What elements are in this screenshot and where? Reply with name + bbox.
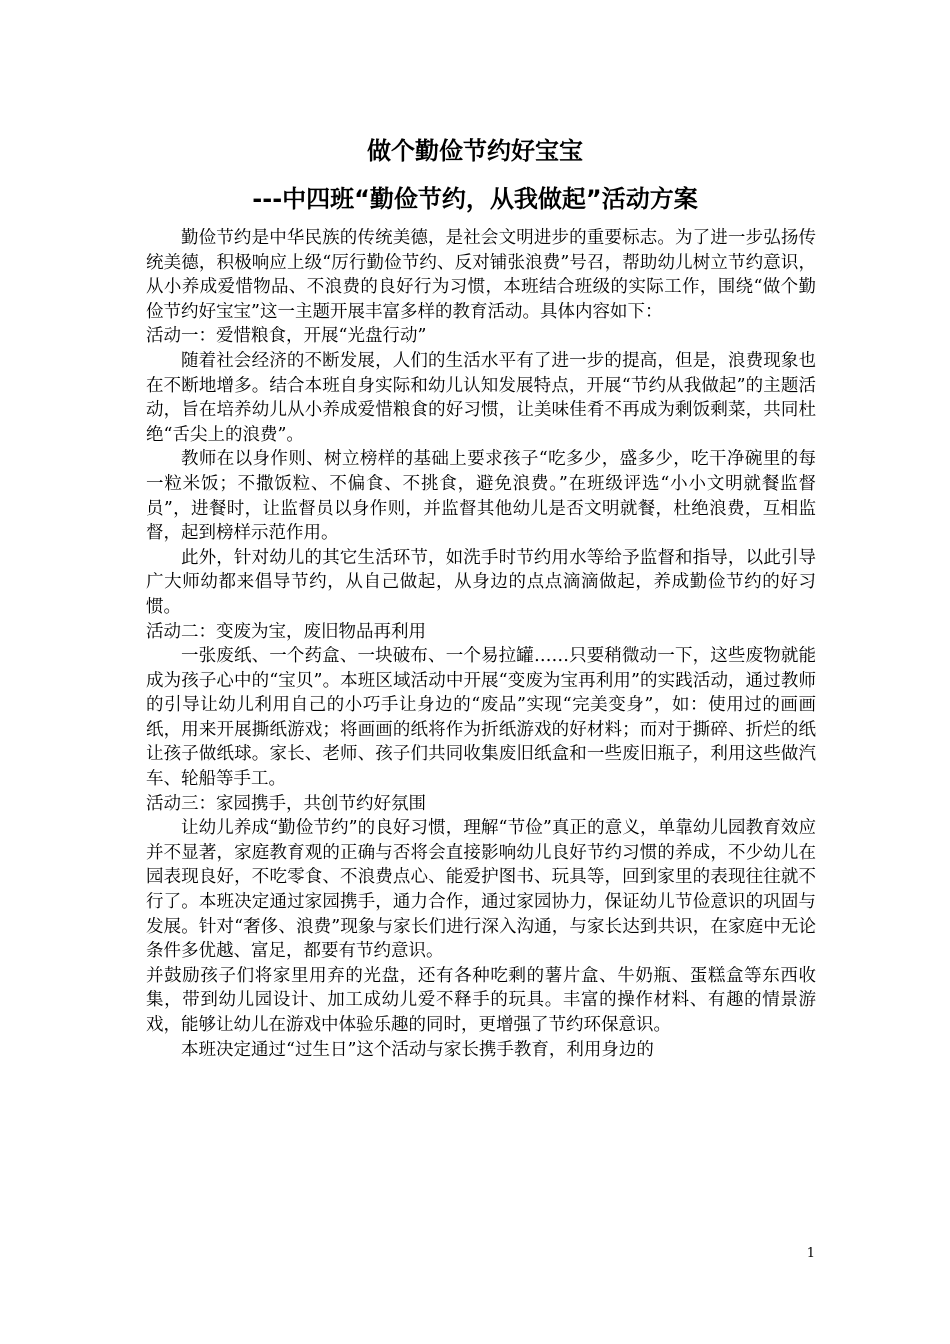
intro-paragraph: 勤俭节约是中华民族的传统美德，是社会文明进步的重要标志。为了进一步弘扬传统美德，积极响应上级“厉行勤俭节约、反对铺张浪费”号召，帮助幼儿树立节约意识，从小养成爱惜物品、不浪费的良好行为习惯，本班结合班级的实际工作，围绕“做个勤俭节约好宝宝”这一主题开展丰富多样的教育活动。具体内容如下： — [146, 228, 816, 322]
activity-three-paragraph-2: 并鼓励孩子们将家里用弃的光盘，还有各种吃剩的薯片盒、牛奶瓶、蛋糕盒等东西收集，带到幼儿园设计、加工成幼儿爱不释手的玩具。丰富的操作材料、有趣的情景游戏，能够让幼儿在游戏中体验乐趣的同时，更增强了节约环保意识。 — [146, 965, 816, 1035]
activity-two-paragraph: 一张废纸、一个药盒、一块破布、一个易拉罐……只要稍微动一下，这些废物就能成为孩子心中的“宝贝”。本班区域活动中开展“变废为宝再利用”的实践活动，通过教师的引导让幼儿利用自己的小巧手让身边的“废品”实现“完美变身”，如：使用过的画画纸，用来开展撕纸游戏；将画画的纸将作为折纸游戏的好材料；而对于撕碎、折烂的纸让孩子做纸球。家长、老师、孩子们共同收集废旧纸盒和一些废旧瓶子，利用这些做汽车、轮船等手工。 — [146, 646, 816, 790]
activity-one-paragraph-1: 随着社会经济的不断发展，人们的生活水平有了进一步的提高，但是，浪费现象也在不断地增多。结合本班自身实际和幼儿认知发展特点，开展“节约从我做起”的主题活动，旨在培养幼儿从小养成爱惜粮食的好习惯，让美味佳肴不再成为剩饭剩菜，共同杜绝“舌尖上的浪费”。 — [146, 350, 816, 445]
activity-three-paragraph-3: 本班决定通过“过生日”这个活动与家长携手教育，利用身边的 — [181, 1039, 654, 1060]
activity-one-paragraph-3: 此外，针对幼儿的其它生活环节，如洗手时节约用水等给予监督和指导，以此引导广大师幼都来倡导节约，从自己做起，从身边的点点滴滴做起，养成勤俭节约的好习惯。 — [146, 547, 816, 617]
page-number: 1 — [806, 1246, 815, 1261]
activity-one-paragraph-2: 教师在以身作则、树立榜样的基础上要求孩子“吃多少，盛多少，吃干净碗里的每一粒米饭；不撒饭粒、不偏食、不挑食，避免浪费。”在班级评选“小小文明就餐监督员”，进餐时，让监督员以身作则，并监督其他幼儿是否文明就餐，杜绝浪费，互相监督，起到榜样示范作用。 — [146, 449, 816, 544]
document-body — [146, 226, 816, 1062]
activity-three-heading: 活动三：家园携手，共创节约好氛围 — [146, 793, 426, 814]
activity-one-heading: 活动一：爱惜粮食，开展“光盘行动” — [146, 326, 427, 347]
activity-three-paragraph-1: 让幼儿养成“勤俭节约”的良好习惯，理解“节俭”真正的意义，单靠幼儿园教育效应并不显著，家庭教育观的正确与否将会直接影响幼儿良好节约习惯的养成，不少幼儿在园表现良好，不吃零食、不浪费点心、能爱护图书、玩具等，回到家里的表现往往就不行了。本班决定通过家园携手，通力合作，通过家园协力，保证幼儿节俭意识的巩固与发展。针对“奢侈、浪费”现象与家长们进行深入沟通，与家长达到共识，在家庭中无论条件多优越、富足，都要有节约意识。 — [146, 818, 816, 962]
activity-two-heading: 活动二：变废为宝，废旧物品再利用 — [146, 621, 426, 642]
document-title: 做个勤俭节约好宝宝 — [367, 137, 583, 165]
document-subtitle: ---中四班“勤俭节约，从我做起”活动方案 — [252, 185, 698, 213]
